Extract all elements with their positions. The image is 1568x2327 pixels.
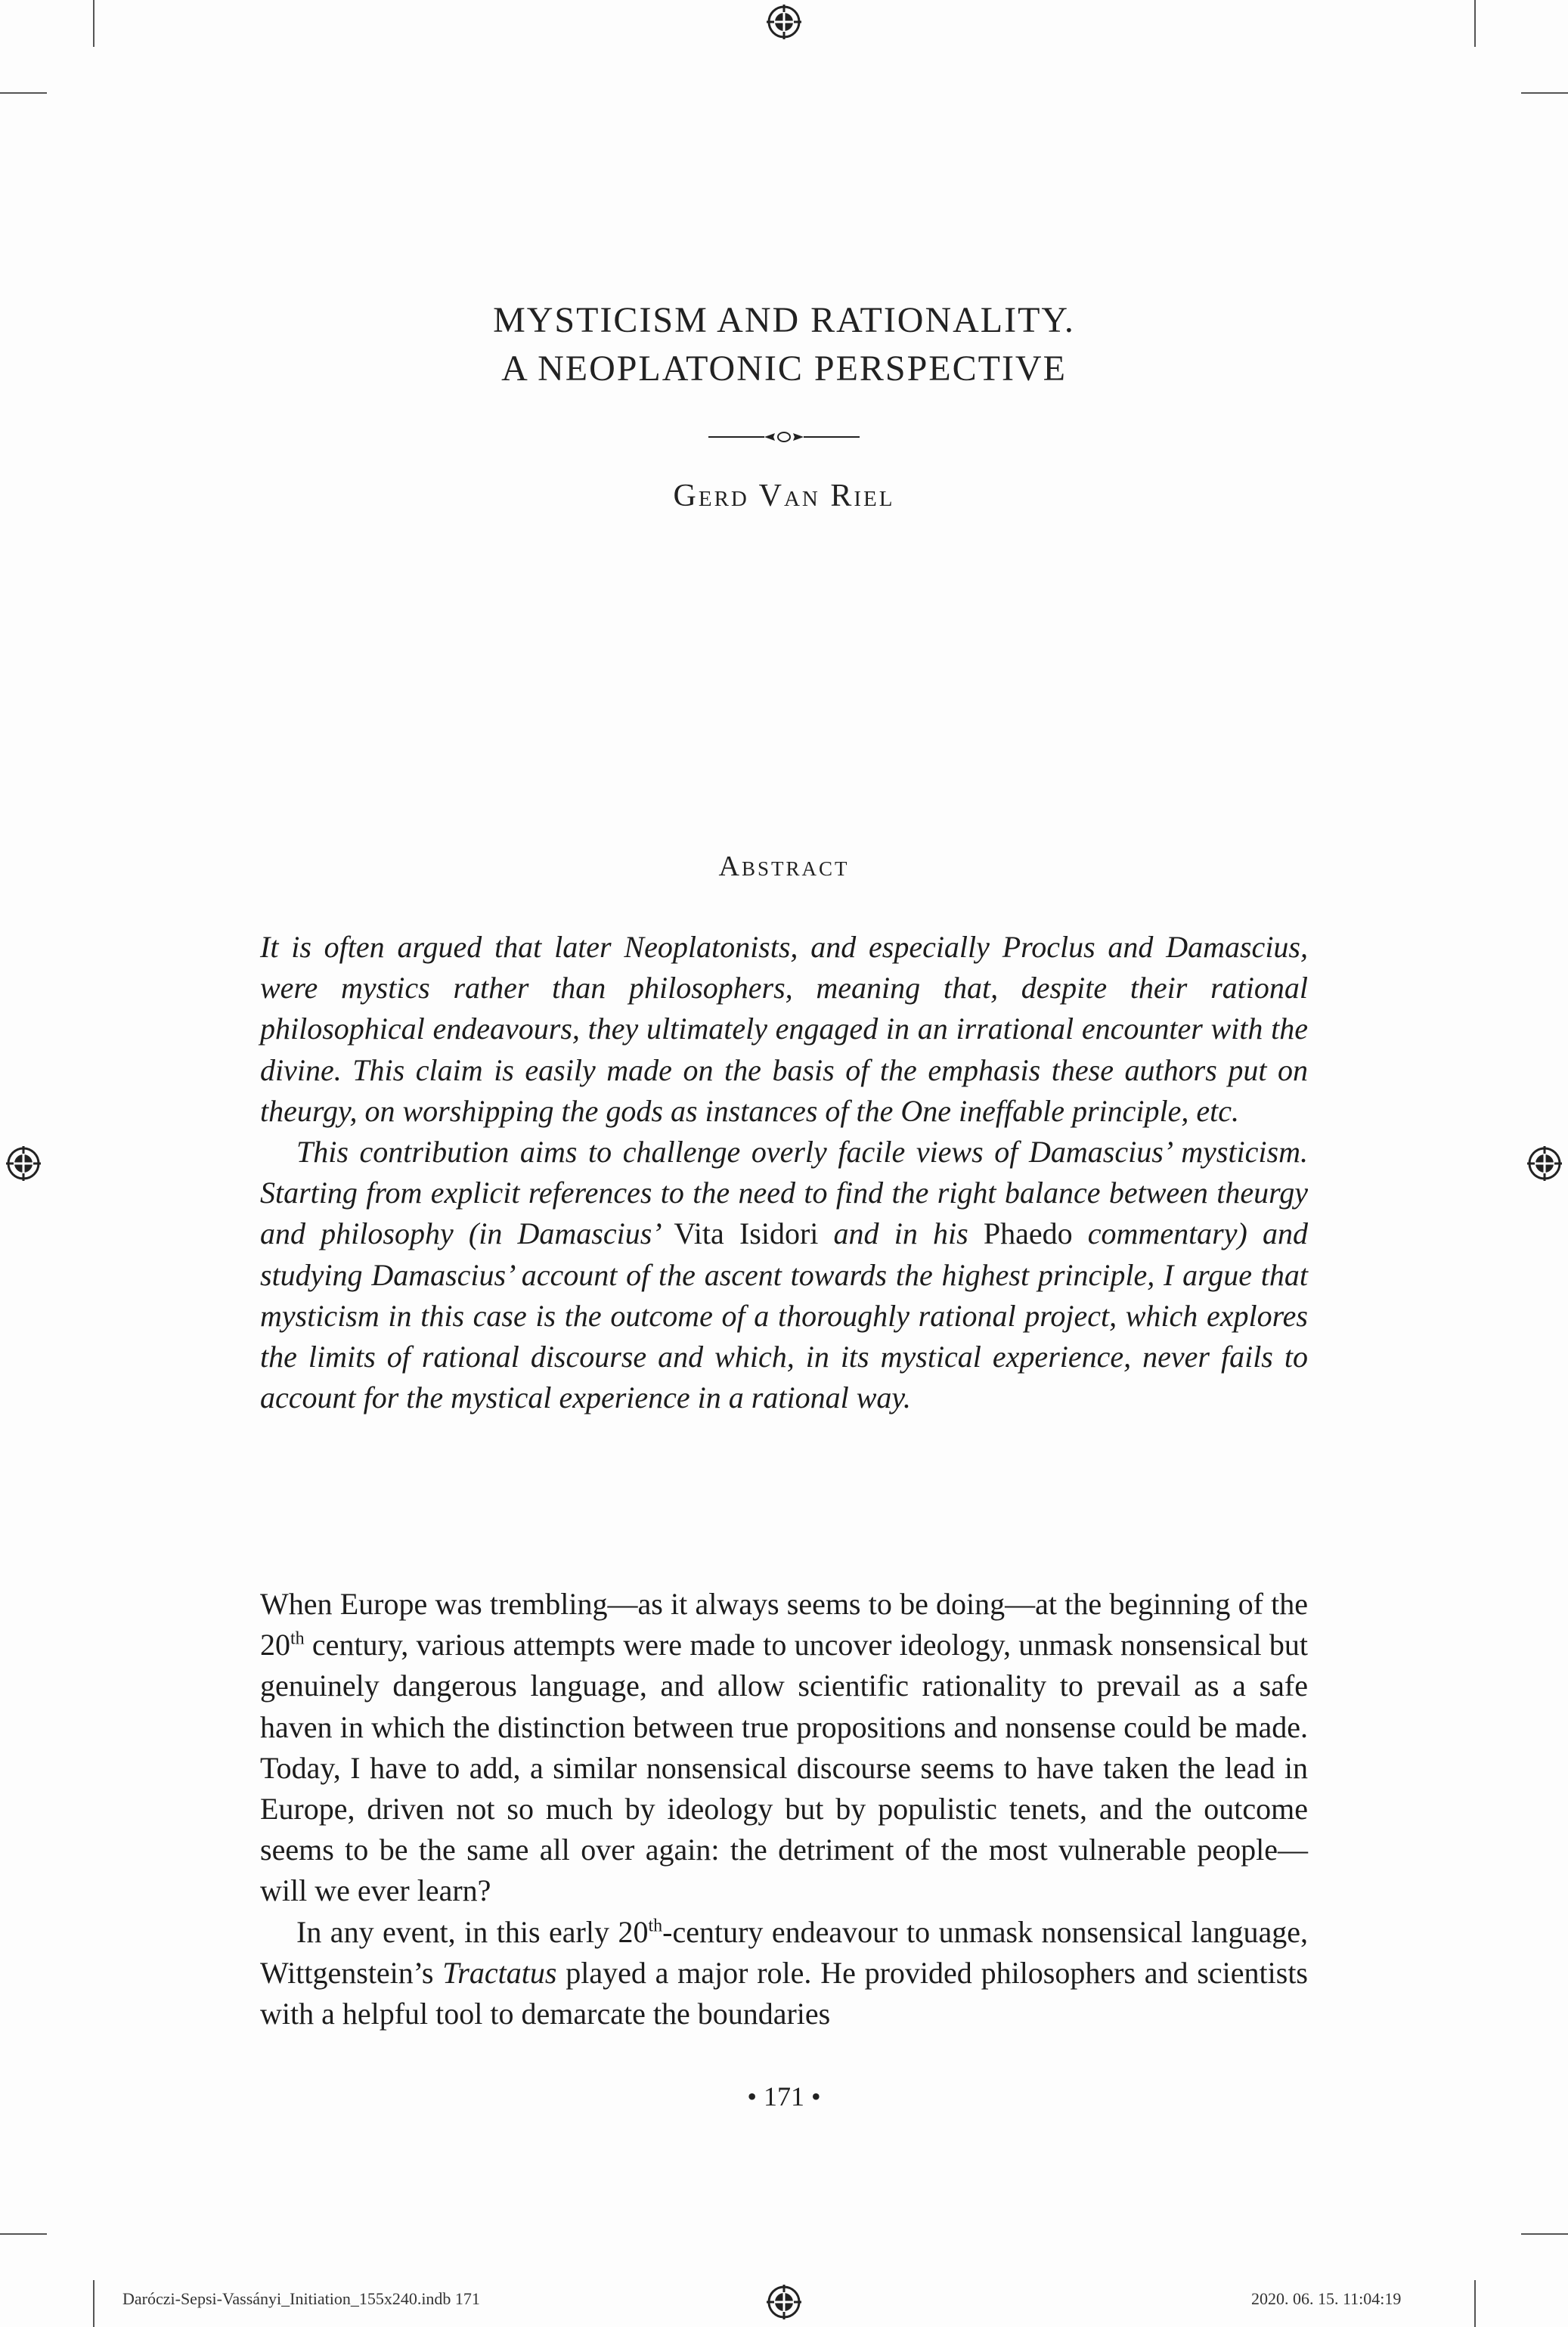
crop-mark: [1474, 0, 1476, 47]
crop-mark: [0, 92, 47, 94]
footer-filename: Daróczi-Sepsi-Vassányi_Initiation_155x240.indb 171: [122, 2289, 480, 2308]
registration-mark-icon: [767, 2285, 801, 2319]
article-title: [0, 296, 1568, 393]
body-text: [260, 1584, 1308, 2034]
abstract-heading: Abstract: [718, 851, 850, 882]
body-paragraph: In any event, in this early 20th-century endeavour to unmask nonsensical language, Wittgenstein’s Tractatus played a major role. He provided philosophers and scientists with a helpful tool to demarcate the boundaries: [260, 1914, 1308, 2031]
title-line-2: A NEOPLATONIC PERSPECTIVE: [501, 349, 1067, 389]
body-paragraph: When Europe was trembling—as it always seems to be doing—at the beginning of the 20th century, various attempts were made to uncover ideology, unmask nonsensical but genuinely dangerous language, and allow scientific rationality to prevail as a safe haven in which the distinction between true propositions and nonsense could be made. Today, I have to add, a similar nonsensical discourse seems to have taken the lead in Europe, driven not so much by ideology but by populistic tenets, and the outcome seems to be the same all over again: the detriment of the most vulnerable people—will we ever learn?: [260, 1587, 1308, 1908]
crop-mark: [93, 0, 95, 47]
registration-mark-icon: [767, 5, 801, 39]
work-title: Vita Isidori: [674, 1216, 819, 1251]
crop-mark: [1474, 2280, 1476, 2327]
crop-mark: [1521, 2233, 1568, 2235]
footer-timestamp: 2020. 06. 15. 11:04:19: [1251, 2289, 1402, 2308]
work-title: Phaedo: [983, 1216, 1073, 1251]
crop-mark: [1521, 92, 1568, 94]
crop-mark: [93, 2280, 95, 2327]
registration-mark-icon: [6, 1146, 41, 1181]
author-name: Gerd Van Riel: [673, 479, 895, 513]
registration-mark-icon: [1527, 1146, 1562, 1181]
page-number: • 171 •: [747, 2081, 821, 2112]
abstract-paragraph: It is often argued that later Neoplatonists, and especially Proclus and Damascius, were mystics rather than philosophers, meaning that, despite their rational philosophical endeavours, they ultimately engaged in an irrational encounter with the divine. This claim is easily made on the basis of the emphasis these authors put on theurgy, on worshipping the gods as instances of the One ineffable principle, etc.: [260, 930, 1308, 1128]
work-title: Tractatus: [442, 1955, 557, 1990]
crop-mark: [0, 2233, 47, 2235]
abstract-body: [260, 927, 1308, 1418]
ornament-divider-icon: [708, 428, 860, 446]
abstract-paragraph: This contribution aims to challenge overly facile views of Damascius’ mysticism. Starting from explicit references to the need to find the right balance between theurgy and philosophy (in Damascius’ Vita Isidori and in his Phaedo commentary) and studying Damascius’ account of the ascent towards the highest principle, I argue that mysticism in this case is the outcome of a thoroughly rational project, which explores the limits of rational discourse and which, in its mystical experience, never fails to account for the mystical experience in a rational way.: [260, 1135, 1308, 1415]
title-line-1: MYSTICISM AND RATIONALITY.: [493, 300, 1075, 340]
